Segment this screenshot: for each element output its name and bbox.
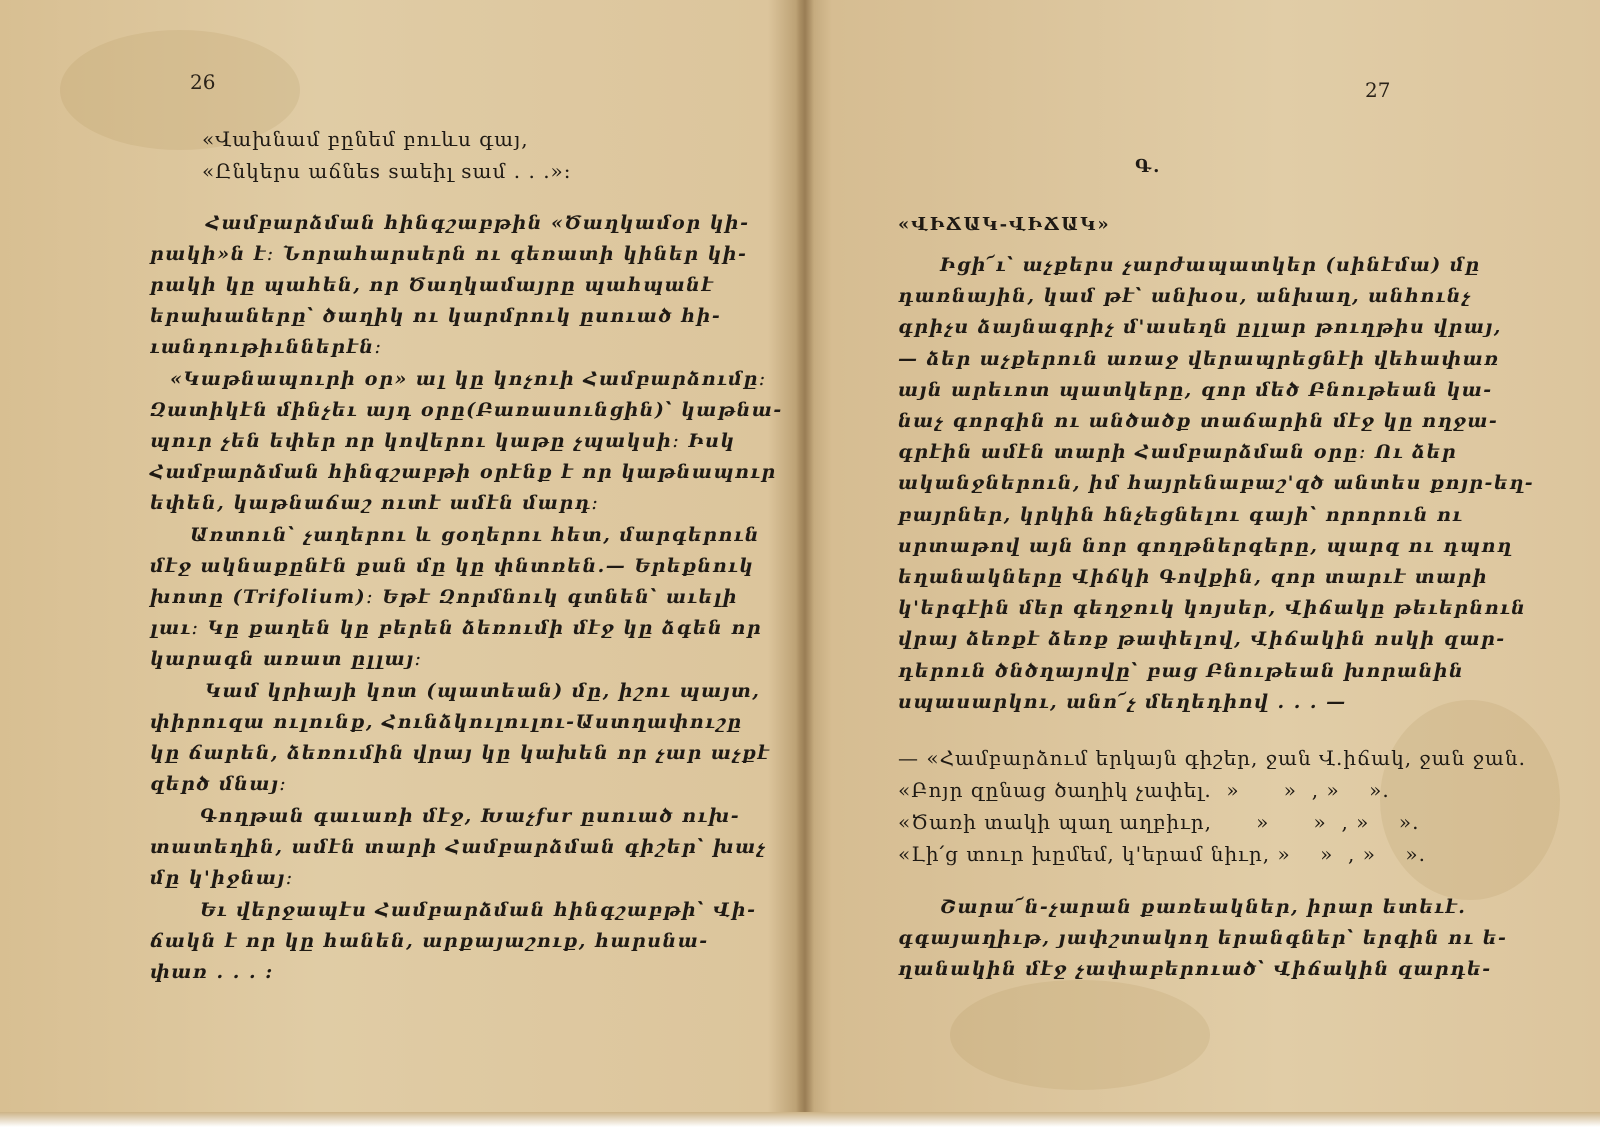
body-line: Համբարձման հինգշաբթի օրէնք է որ կաթնապուր: [150, 461, 777, 483]
body-line: Առտուն՝ չաղերու և ցօղերու հետ, մարգերուն: [190, 524, 760, 546]
page-number-left: 26: [190, 70, 216, 94]
body-line: Կամ կրիայի կոտ (պատեան) մը, իշու պայտ,: [205, 680, 761, 702]
body-line: գրիչս ձայնագրիչ մ'ասեղն ըլլար թուղթիս վրայ,: [898, 316, 1502, 338]
body-line: կը ճարեն, ձեռումին վրայ կը կախեն որ չար աչքէ: [150, 742, 771, 764]
body-line: գրէին ամէն տարի Համբարձման օրը։ Ու ձեր: [898, 441, 1458, 463]
body-line: րակի»ն է։ Նորահարսերն ու գեռատի կիներ կի-: [150, 243, 748, 265]
song-line: «Ծառի տակի պաղ աղբիւր, » » , » ».: [898, 810, 1420, 834]
body-line: Զատիկէն մինչեւ այդ օրը(Բառասունցին)՝ կաթնա-: [150, 399, 783, 421]
body-line: ւանդութիւններէն։: [150, 336, 383, 358]
body-line: ղանակին մէջ չափաբերուած՝ Վիճակին զարդե-: [898, 958, 1492, 980]
body-line: դերուն ծնծղայովը՝ բաց Բնութեան խորանին: [898, 660, 1465, 682]
left-page: [10, 0, 805, 1118]
body-line: Իցի՜ւ՝ աչքերս չարժապատկեր (սինէմա) մը: [940, 254, 1481, 276]
body-line: սրտաթով այն նոր գողթներգերը, պարզ ու դպող: [898, 535, 1513, 557]
body-line: մը կ'իջնայ։: [150, 867, 294, 889]
body-line: րակի կը պահեն, որ Ծաղկամայրը պահպանէ: [150, 274, 715, 296]
body-line: սպասարկու, անո՜չ մեղեդիով . . . —: [898, 691, 1347, 713]
body-line: զերծ մնայ։: [150, 773, 288, 795]
body-line: դառնային, կամ թէ՝ անխօս, անխաղ, անհունչ: [898, 285, 1472, 307]
body-line: կ'երգէին մեր գեղջուկ կոյսեր, Վիճակը թեւերնուն: [898, 597, 1527, 619]
body-line: փառ . . . :: [150, 961, 274, 983]
body-line: նաչ գորգին ու անծածք տաճարին մէջ կը ողջա-: [898, 410, 1499, 432]
body-line: այն արեւոտ պատկերը, զոր մեծ Բնութեան կա-: [898, 379, 1493, 401]
song-line: «Լի՛ց տուր խըմեմ, կ'երամ նիւր, » » , » ».: [898, 842, 1427, 866]
body-line: փիրուզա ուլունք, Հունձկուլուլու-Աստղափուշը: [150, 711, 743, 733]
section-title: «ՎԻՃԱԿ-ՎԻՃԱԿ»: [898, 214, 1111, 235]
body-line: բայրներ, կրկին հնչեցնելու գայի՝ որորուն ու: [898, 504, 1464, 526]
quote-line: «Վախնամ բընեմ բուևս գայ,: [202, 127, 529, 151]
body-line: «Կաթնապուրի օր» ալ կը կոչուի Համբարձումը։: [170, 368, 767, 390]
body-line: Համբարձման հինգշաբթին «Ծաղկամօր կի-: [206, 212, 750, 234]
body-line: կարագն առատ ըլլայ։: [150, 648, 423, 670]
body-line: խոտը (Trifolium)։ Եթէ Զորմնուկ գտնեն՝ աւելի: [150, 586, 739, 608]
section-letter: Գ.: [1135, 156, 1162, 177]
body-line: Եւ վերջապէս Համբարձման հինգշաբթի՝ Վի-: [200, 899, 757, 921]
body-line: տատեղին, ամէն տարի Համբարձման գիշեր՝ խաչ: [150, 836, 767, 858]
page-number-right: 27: [1365, 78, 1391, 102]
body-line: մէջ ակնաքընէն քան մը կը փնտռեն.— Երեքնուկ: [150, 555, 755, 577]
body-line: ականջներուն, իմ հայրենաբաշ'զծ անտես քոյր-եղ-: [898, 472, 1535, 494]
body-line: — ձեր աչքերուն առաջ վերապրեցնէի վեհափառ: [898, 348, 1500, 370]
right-page: [810, 0, 1600, 1118]
body-line: պուր չեն եփեր որ կովերու կաթը չպակսի։ Իսկ: [150, 430, 736, 452]
quote-line: «Ընկերս աճնեs sաեիլ sամ . . .»:: [202, 159, 572, 183]
body-line: Շարա՜ն-չարան քառեակներ, իրար ետեւէ.: [940, 896, 1467, 918]
body-line: լաւ։ Կը քաղեն կը բերեն ձեռումի մէջ կը ձգեն որ: [150, 617, 763, 639]
body-line: վրայ ձեռքէ ձեռք թափելով, Վիճակին ոսկի զար-: [898, 628, 1506, 650]
body-line: երախաները՝ ծաղիկ ու կարմրուկ ըսուած հի-: [150, 305, 722, 327]
body-line: ճակն է որ կը հանեն, արքայաշուք, հարսնա-: [150, 930, 709, 952]
song-line: «Բոյր զընաց ծաղիկ չափել. » » , » ».: [898, 778, 1390, 802]
song-line: — «Համբարձում երկայն գիշեր, ջան Վ.իճակ, ջան ջան.: [898, 746, 1526, 770]
page-bottom-edge: [0, 1112, 1600, 1127]
body-line: եղանակները Վիճկի Գովքին, զոր տարւէ տարի: [898, 566, 1489, 588]
body-line: եփեն, կաթնաճաշ ուտէ ամէն մարդ։: [150, 492, 600, 514]
body-line: գգայաղիւթ, յափշտակող երանգներ՝ երգին ու ե-: [898, 927, 1508, 949]
body-line: Գողթան գաւառի մէջ, Խաչfur ըսուած ուխ-: [200, 805, 741, 827]
